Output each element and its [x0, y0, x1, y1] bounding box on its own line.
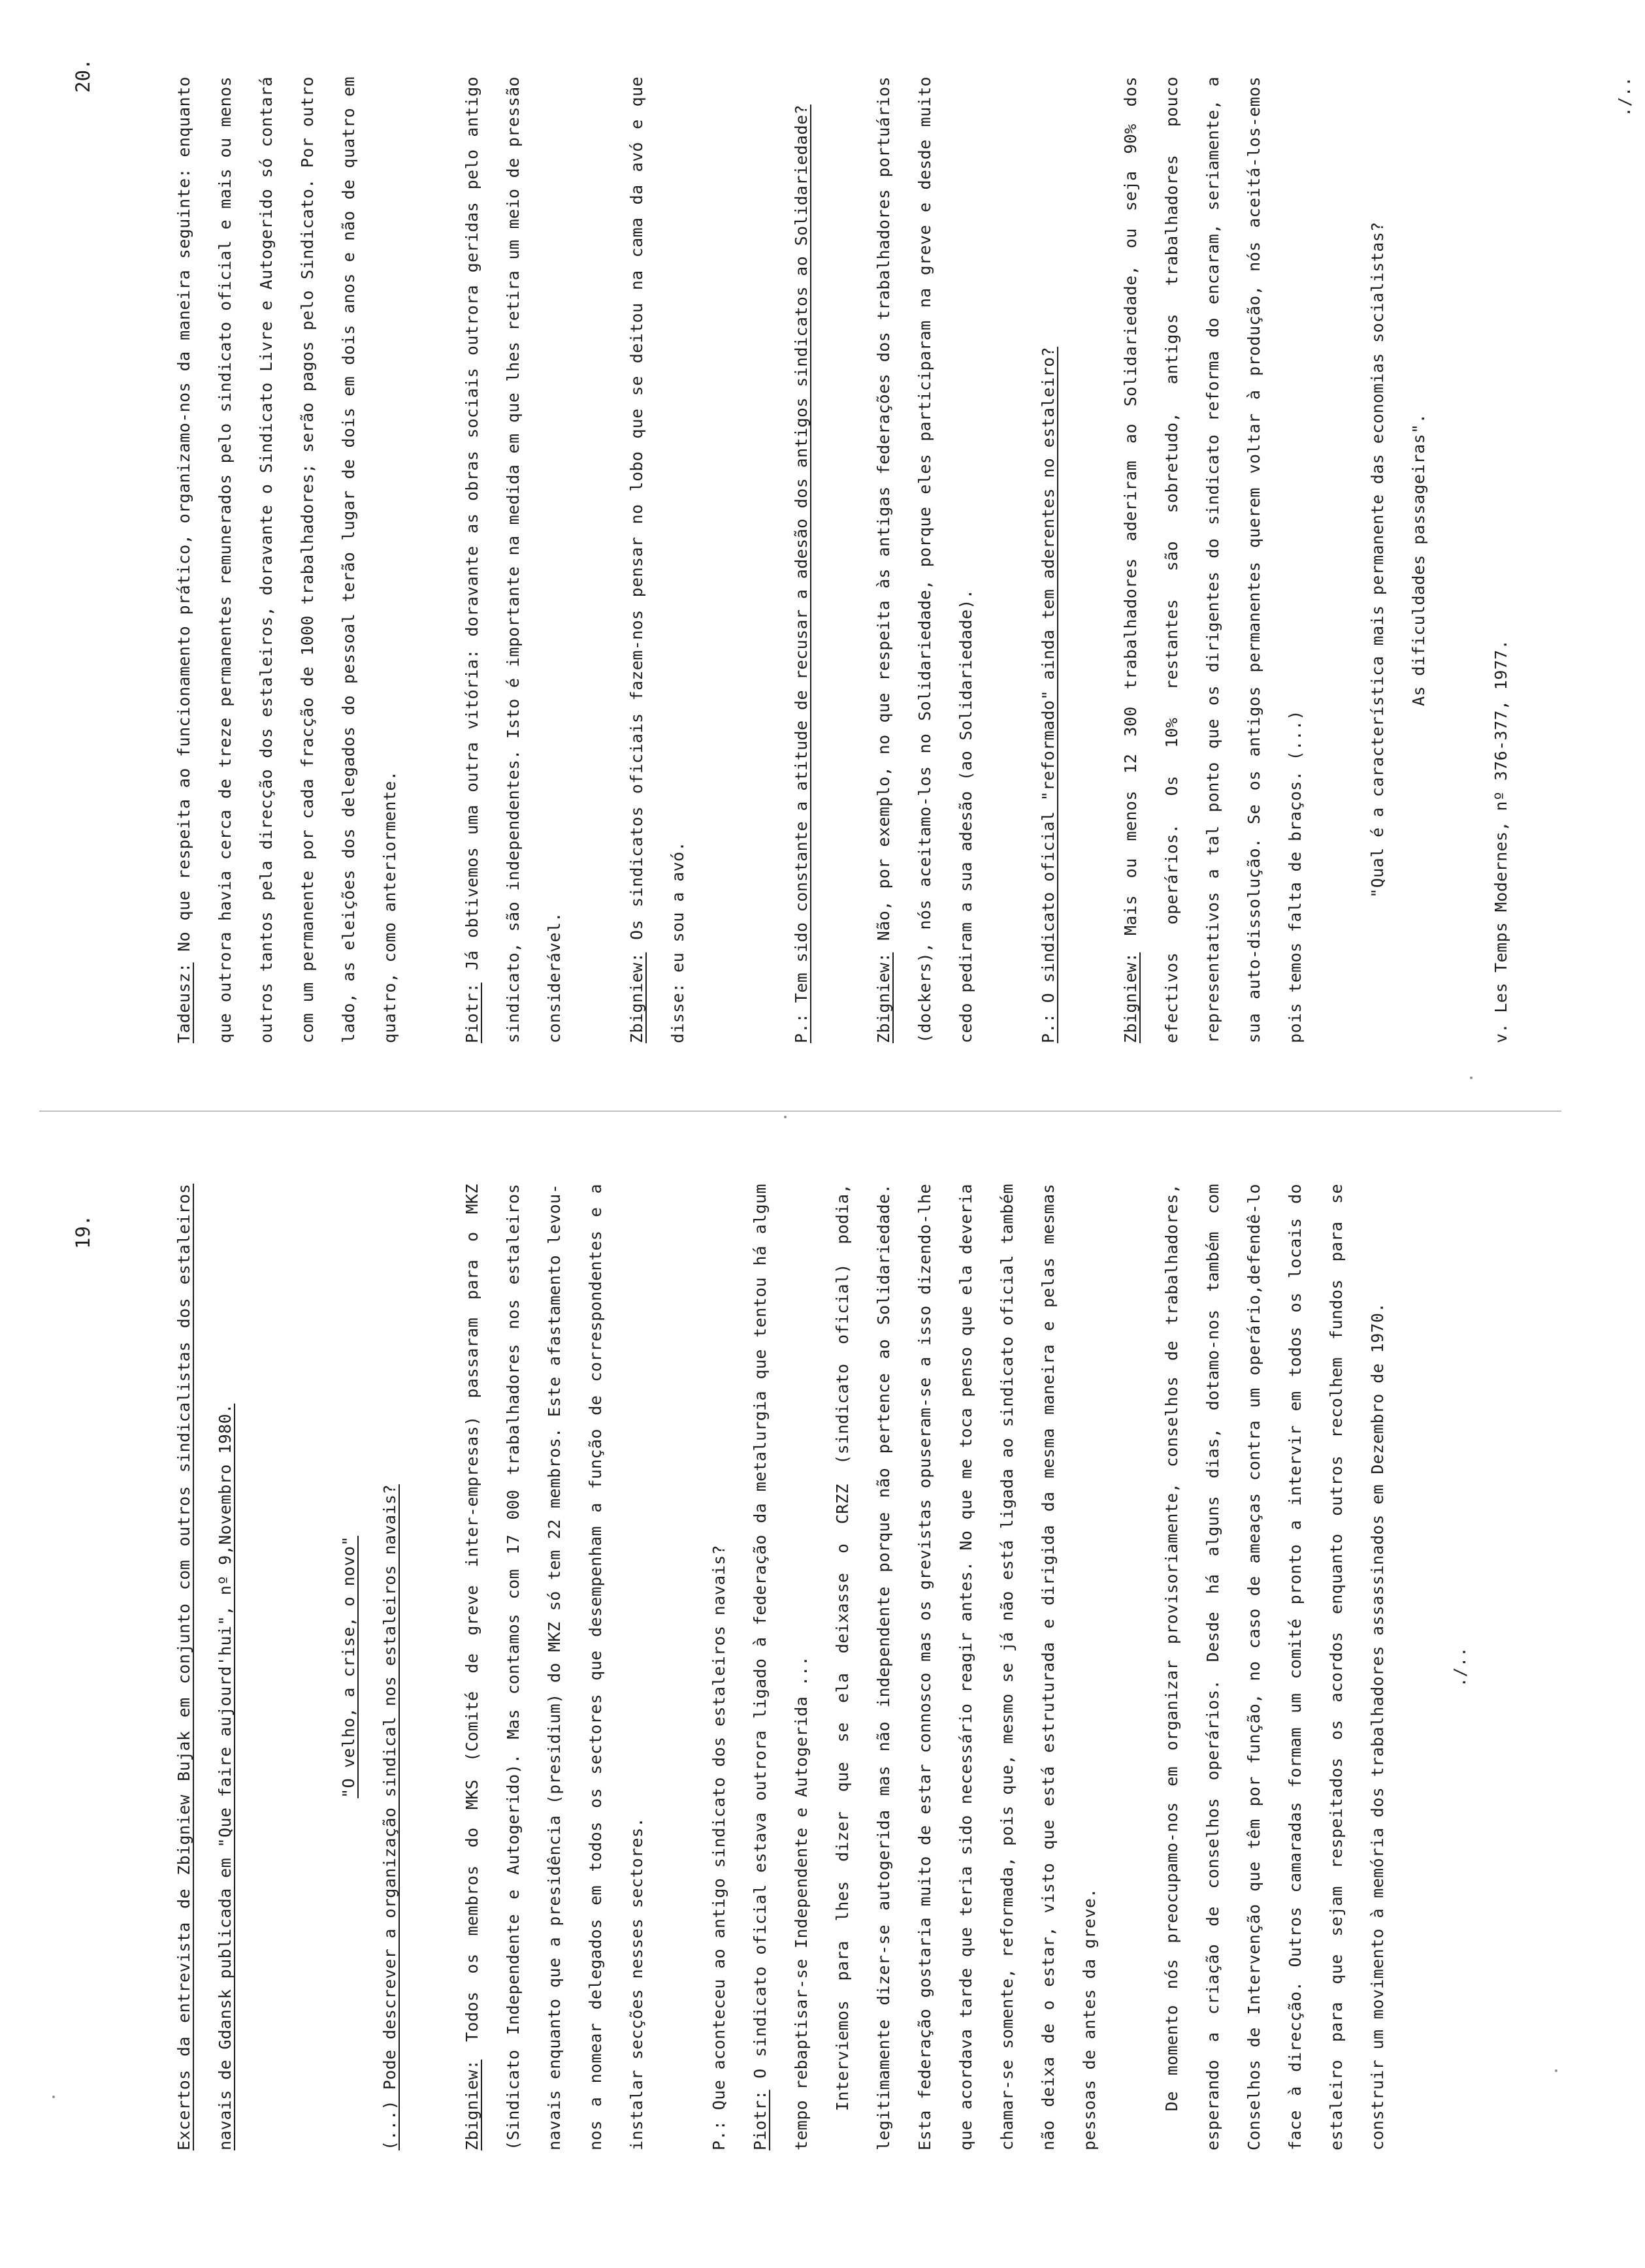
- quote-subtitle: As dificuldades passageiras".: [1409, 413, 1428, 707]
- answer-text: Mais ou menos 12 300 trabalhadores aderiram ao Solidariedade, ou seja 90% dos efectivos operários. Os 10% restantes são sobretudo, antigos trabalhadores pouco representativos a tal ponto que os dirigentes do sindicato reforma do encaram, seriamente, a sua auto-dissolução. Se os antigos permanentes querem voltar à produção, nós aceitá-los-emos pois temos falta de braços. (...): [1121, 76, 1305, 1043]
- answer-text: Todos os membros do MKS (Comité de greve inter-empresas) passaram para o MKZ (Sindicato Independente e Autogerido). Mas contamos com 17 000 trabalhadores nos estaleiros navais enquanto que a presidência (presidium) do MKZ só tem 22 membros. Este afastamento levou-nos a nomear delegados em todos os sectores que desempenham a função de correspondentes e a instalar secções nesses sectores.: [463, 1183, 646, 2150]
- heading-text: "O velho, a crise, o novo": [339, 1536, 358, 1798]
- page-20-column: [163, 76, 1645, 1043]
- question-organization: [369, 1184, 410, 2150]
- paragraph-federation: Interviemos para lhes dizer que se ela deixasse o CRZZ (sindicato oficial) podia, legitimamente dizer-se autogerida mas não independente porque não pertence ao Solidariedade. Esta federação gostaria muito de estar connosco mas os grevistas opuseram-se a isso dizendo-lhe que acordava tarde que teria sido necessário reagir antes. No que me toca penso que ela deveria chamar-se somente, reformada, pois que, mesmo se já não está ligada ao sindicato oficial também não deixa de o estar, visto que está estruturada e dirigida da mesma maneira e pelas mesmas pessoas de antes da greve.: [833, 1184, 1099, 2150]
- continued-mark: ./..: [1450, 1647, 1469, 1687]
- speaker-label: Tadeusz:: [174, 962, 193, 1043]
- question-reformed-union: P.: O sindicato oficial "reformado" ainda tem aderentes no estaleiro?: [1039, 346, 1058, 1043]
- speaker-label: Zbigniew:: [1121, 952, 1140, 1043]
- answer-zbigniew-members: [1110, 76, 1316, 1043]
- question-old-union: P.: Que aconteceu ao antigo sindicato dos estaleiros navais?: [709, 1544, 728, 2150]
- scan-speck: [52, 2096, 55, 2098]
- page-fold-line: [39, 1110, 1561, 1112]
- question-adhesion: P.: Tem sido constante a atitude de recusar a adesão dos antigos sindicatos ao Solidariedade?: [792, 105, 811, 1043]
- scan-speck: [1555, 2069, 1557, 2072]
- answer-piotr: [451, 76, 575, 1043]
- quote-title: "Qual é a característica mais permanente das economias socialistas?: [1368, 221, 1387, 898]
- answer-zbigniew-wolf: [616, 76, 698, 1043]
- scan-speck: [784, 1116, 787, 1118]
- interview-heading: [328, 1184, 369, 2150]
- answer-text: No que respeita ao funcionamento prático, organizamo-nos da maneira seguinte: enquanto que outrora havia cerca de treze permanentes remunerados pelo sindicato oficial e mais ou menos outros tantos pela direcção dos estaleiros, doravante o Sindicato Livre e Autogerido só contará com um permanente por cada fracção de 1000 trabalhadores; serão pagos pelo Sindicato. Por outro lado, as eleições dos delegados do pessoal terão lugar de dois em dois anos e não de quatro em quatro, como anteriormente.: [174, 76, 399, 1043]
- answer-tadeusz: [163, 76, 410, 1043]
- answer-zbigniew: [451, 1184, 657, 2150]
- source-citation: v. Les Temps Modernes, nº 376-377, 1977.: [1491, 639, 1510, 1043]
- answer-text: Não, por exemplo, no que respeita às antigas federações dos trabalhadores portuários (dockers), nós aceitamo-los no Solidariedade, porque eles participaram na greve e desde muito cedo pediram a sua adesão (ao Solidariedade).: [874, 76, 975, 1043]
- answer-text: Já obtivemos uma outra vitória: doravante as obras sociais outrora geridas pelo antigo sindicato, são independentes. Isto é importante na medida em que lhes retira um meio de pressão considerável.: [463, 76, 564, 1043]
- answer-piotr: [740, 1184, 822, 2150]
- paragraph-councils: De momento nós preocupamo-nos em organizar provisoriamente, conselhos de trabalhadores, esperando a criação de conselhos operários. Desde há alguns dias, dotamo-nos também com Conselhos de Intervenção que têm por função, no caso de ameaças contra um operário,defendê-lo face à direcção. Outros camaradas formam um comité pronto a intervir em todos os locais do estaleiro para que sejam respeitados os acordos enquanto outros recolhem fundos para se construir um movimento à memória dos trabalhadores assassinados em Dezembro de 1970.: [1162, 1184, 1387, 2150]
- speaker-label: Piotr:: [463, 982, 481, 1043]
- answer-zbigniew-dockers: [863, 76, 986, 1043]
- answer-text: Os sindicatos oficiais fazem-nos pensar no lobo que se deitou na cama da avó e que disse: eu sou a avó.: [627, 76, 687, 1043]
- question-text: (...) Pode descrever a organização sindical nos estaleiros navais?: [380, 1484, 399, 2150]
- page-number-20: 20.: [72, 58, 94, 93]
- scan-speck: [1470, 1077, 1473, 1079]
- answer-text: O sindicato oficial estava outrora ligado à federação da metalurgia que tentou há algum tempo rebaptisar-se Independente e Autogerida ...: [751, 1184, 811, 2150]
- page-number-19: 19.: [72, 1214, 94, 1249]
- continued-mark: ./..: [1615, 76, 1634, 117]
- page-19-column: [163, 1184, 1480, 2150]
- speaker-label: Zbigniew:: [874, 952, 893, 1043]
- speaker-label: Zbigniew:: [463, 2059, 481, 2150]
- speaker-label: Zbigniew:: [627, 952, 646, 1043]
- intro-text: Excertos da entrevista de Zbigniew Bujak em conjunto com outros sindicalistas dos estaleiros navais de Gdansk publicada em "Que faire aujourd'hui", nº 9,Novembro 1980.: [174, 1184, 235, 2150]
- speaker-label: Piotr:: [751, 2090, 770, 2150]
